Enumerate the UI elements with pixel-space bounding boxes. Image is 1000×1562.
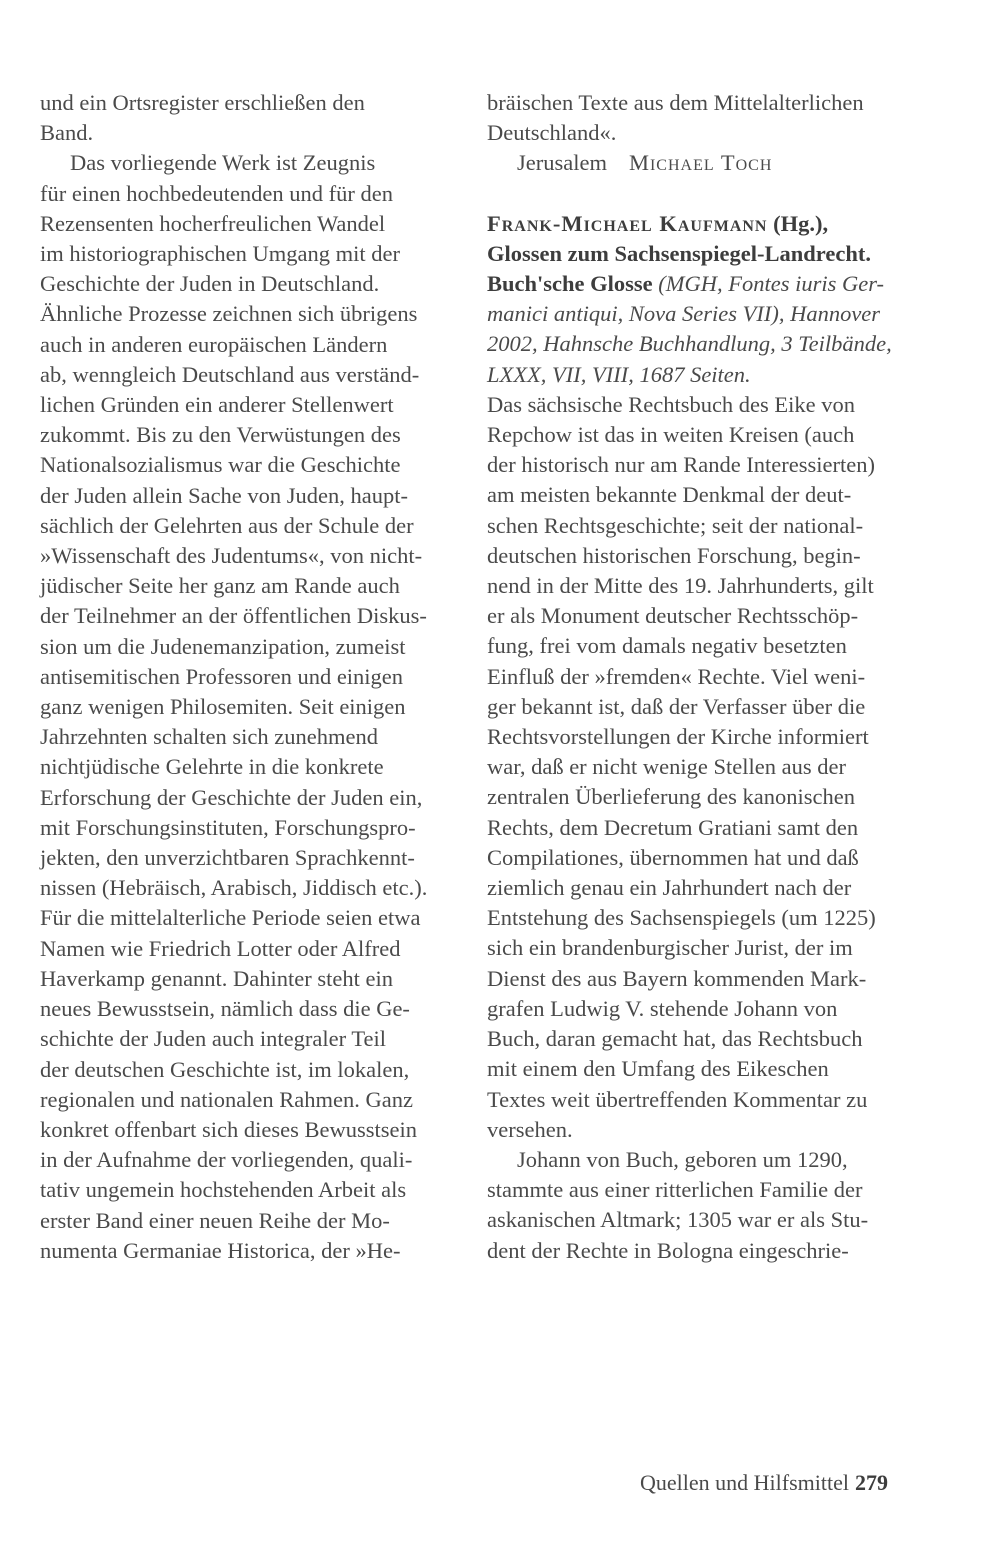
review-title: Glossen zum Sachsenspiegel-Landrecht. bbox=[487, 240, 871, 266]
intro-line: Deutschland«. bbox=[487, 120, 617, 146]
text-line: war, daß er nicht wenige Stellen aus der bbox=[487, 754, 846, 780]
text-line: grafen Ludwig V. stehende Johann von bbox=[487, 995, 838, 1021]
text-line: Erforschung der Geschichte der Juden ein, bbox=[40, 784, 423, 810]
text-line: mit Forschungsinstituten, Forschungspro- bbox=[40, 814, 416, 840]
text-line: askanischen Altmark; 1305 war er als Stu- bbox=[487, 1207, 869, 1233]
text-line: am meisten bekannte Denkmal der deut- bbox=[487, 482, 852, 508]
bibliographic-info: (MGH, Fontes iuris Ger- bbox=[652, 271, 885, 297]
text-line: Rezensenten hocherfreulichen Wandel bbox=[40, 210, 386, 236]
text-line: lichen Gründen ein anderer Stellenwert bbox=[40, 392, 394, 418]
text-line: Rechtsvorstellungen der Kirche informiert bbox=[487, 724, 869, 750]
text-line: Haverkamp genannt. Dahinter steht ein bbox=[40, 965, 394, 991]
text-line: sächlich der Gelehrten aus der Schule der bbox=[40, 512, 414, 538]
text-line: Das sächsische Rechtsbuch des Eike von bbox=[487, 391, 856, 417]
review-heading-line bbox=[487, 269, 927, 299]
section-gap bbox=[487, 179, 927, 209]
review-subtitle: Buch'sche Glosse bbox=[487, 271, 653, 297]
text-line: nend in der Mitte des 19. Jahrhunderts, gilt bbox=[487, 573, 874, 599]
page-number: 279 bbox=[854, 1470, 888, 1495]
text-line: Ähnliche Prozesse zeichnen sich übrigens bbox=[40, 301, 418, 327]
bibliographic-info: manici antiqui, Nova Series VII), Hannover bbox=[487, 301, 881, 327]
text-line: antisemitischen Professoren und einigen bbox=[40, 663, 404, 689]
text-line: stammte aus einer ritterlichen Familie der bbox=[487, 1177, 863, 1203]
intro-text bbox=[487, 88, 927, 148]
right-column bbox=[487, 88, 927, 1266]
text-line: Buch, daran gemacht hat, das Rechtsbuch bbox=[487, 1026, 863, 1052]
text-line: Für die mittelalterliche Periode seien etwa bbox=[40, 905, 421, 931]
text-line: für einen hochbedeutenden und für den bbox=[40, 180, 393, 206]
text-line: in der Aufnahme der vorliegenden, quali- bbox=[40, 1147, 413, 1173]
text-line: ziemlich genau ein Jahrhundert nach der bbox=[487, 875, 852, 901]
text-line: konkret offenbart sich dieses Bewusstsein bbox=[40, 1116, 418, 1142]
text-line: Repchow ist das in weiten Kreisen (auch bbox=[487, 422, 855, 448]
review-body bbox=[487, 390, 927, 1266]
editor-suffix: (Hg.), bbox=[767, 210, 829, 236]
text-line: Rechts, dem Decretum Gratiani samt den bbox=[487, 814, 859, 840]
text-line: Das vorliegende Werk ist Zeugnis bbox=[70, 150, 376, 176]
text-line: Compilationes, übernommen hat und daß bbox=[487, 844, 859, 870]
review-signature bbox=[487, 148, 927, 178]
text-line: Entstehung des Sachsenspiegels (um 1225) bbox=[487, 905, 876, 931]
running-footer: Quellen und Hilfsmittel bbox=[640, 1470, 849, 1495]
text-line: der deutschen Geschichte ist, im lokalen, bbox=[40, 1056, 410, 1082]
text-line: Namen wie Friedrich Lotter oder Alfred bbox=[40, 935, 401, 961]
text-line: auch in anderen europäischen Ländern bbox=[40, 331, 388, 357]
review-heading bbox=[487, 209, 927, 390]
signature-author: Michael Toch bbox=[628, 150, 773, 176]
text-line: deutschen historischen Forschung, begin- bbox=[487, 542, 861, 568]
text-line: mit einem den Umfang des Eikeschen bbox=[487, 1056, 829, 1082]
text-line: fung, frei vom damals negativ besetzten bbox=[487, 633, 847, 659]
signature-place: Jerusalem bbox=[517, 150, 607, 176]
text-line: Jahrzehnten schalten sich zunehmend bbox=[40, 724, 378, 750]
text-line: der historisch nur am Rande Interessierten) bbox=[487, 452, 875, 478]
text-line: schen Rechtsgeschichte; seit der national- bbox=[487, 512, 864, 538]
text-line: ab, wenngleich Deutschland aus verständ- bbox=[40, 361, 420, 387]
text-line: »Wissenschaft des Judentums«, von nicht- bbox=[40, 543, 423, 569]
review-heading-line bbox=[487, 209, 927, 239]
text-line: er als Monument deutscher Rechtsschöp- bbox=[487, 603, 859, 629]
left-column bbox=[40, 88, 460, 1266]
text-line: Johann von Buch, geboren um 1290, bbox=[517, 1146, 848, 1172]
text-line: erster Band einer neuen Reihe der Mo- bbox=[40, 1207, 390, 1233]
text-line: im historiographischen Umgang mit der bbox=[40, 241, 400, 267]
text-line: sich ein brandenburgischer Jurist, der im bbox=[487, 935, 853, 961]
text-line: zentralen Überlieferung des kanonischen bbox=[487, 784, 855, 810]
text-line: zukommt. Bis zu den Verwüstungen des bbox=[40, 422, 401, 448]
text-line: numenta Germaniae Historica, der »He- bbox=[40, 1237, 401, 1263]
page-footer bbox=[640, 1470, 888, 1496]
text-line: der Juden allein Sache von Juden, haupt- bbox=[40, 482, 409, 508]
text-line: ganz wenigen Philosemiten. Seit einigen bbox=[40, 694, 406, 720]
text-line: nissen (Hebräisch, Arabisch, Jiddisch etc.). bbox=[40, 875, 428, 901]
text-line: jekten, den unverzichtbaren Sprachkennt- bbox=[40, 845, 415, 871]
text-line: Dienst des aus Bayern kommenden Mark- bbox=[487, 965, 867, 991]
reviewed-author: Frank-Michael Kaufmann bbox=[487, 210, 768, 236]
text-line: ger bekannt ist, daß der Verfasser über die bbox=[487, 693, 866, 719]
text-line: jüdischer Seite her ganz am Rande auch bbox=[40, 573, 400, 599]
text-line: tativ ungemein hochstehenden Arbeit als bbox=[40, 1177, 407, 1203]
text-line: Geschichte der Juden in Deutschland. bbox=[40, 271, 380, 297]
intro-line: bräischen Texte aus dem Mittelalterlichen bbox=[487, 90, 864, 115]
bibliographic-info: LXXX, VII, VIII, 1687 Seiten. bbox=[487, 361, 751, 387]
text-line: regionalen und nationalen Rahmen. Ganz bbox=[40, 1086, 413, 1112]
bibliographic-info: 2002, Hahnsche Buchhandlung, 3 Teilbände, bbox=[487, 331, 892, 357]
text-line: neues Bewusstsein, nämlich dass die Ge- bbox=[40, 996, 410, 1022]
text-line: dent der Rechte in Bologna eingeschrie- bbox=[487, 1237, 849, 1263]
text-line: Band. bbox=[40, 120, 94, 146]
text-line: versehen. bbox=[487, 1116, 573, 1142]
text-line: nichtjüdische Gelehrte in die konkrete bbox=[40, 754, 384, 780]
text-line: der Teilnehmer an der öffentlichen Diskus- bbox=[40, 603, 427, 629]
text-line: Einfluß der »fremden« Rechte. Viel weni- bbox=[487, 663, 866, 689]
text-line: Nationalsozialismus war die Geschichte bbox=[40, 452, 401, 478]
text-line: und ein Ortsregister erschließen den bbox=[40, 90, 365, 115]
text-line: sion um die Judenemanzipation, zumeist bbox=[40, 633, 406, 659]
text-line: schichte der Juden auch integraler Teil bbox=[40, 1026, 386, 1052]
text-line: Textes weit übertreffenden Kommentar zu bbox=[487, 1086, 868, 1112]
